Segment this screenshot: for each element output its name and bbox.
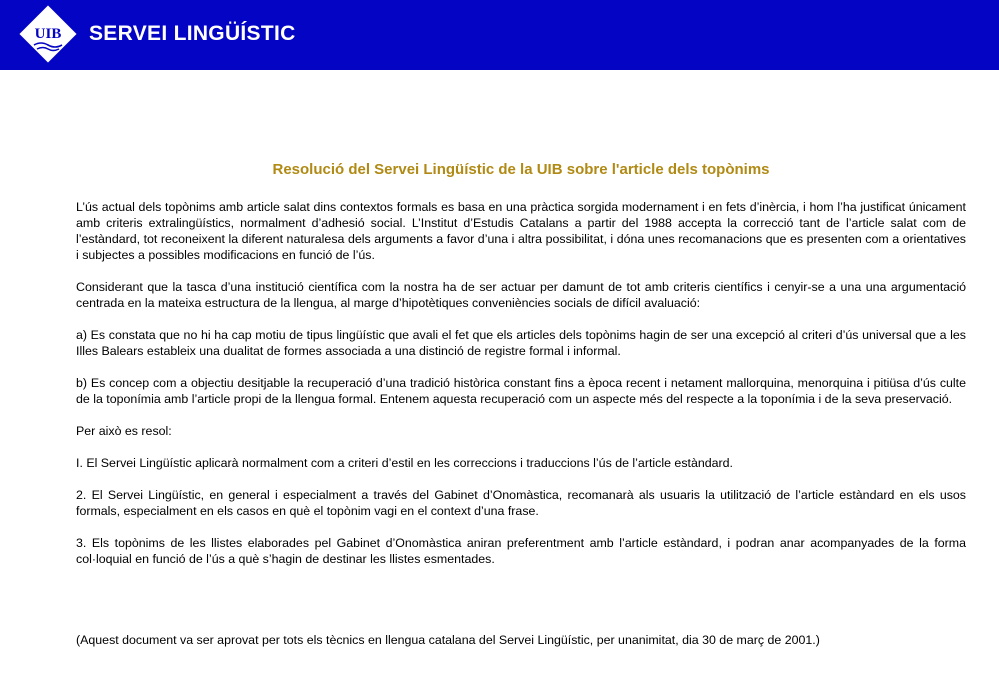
paragraph-resolution-3: 3. Els topònims de les llistes elaborades pel Gabinet d’Onomàstica aniran preferentment amb l’article estàndard, i podran anar acompanyades de la forma col·loquial en funció de l’ús a què s’hagin de destinar les llistes esmentades.	[76, 536, 966, 566]
paragraph-resol: Per això es resol:	[76, 424, 172, 438]
uib-logo-text: UIB	[34, 26, 62, 42]
uib-logo[interactable]	[17, 3, 79, 65]
paragraph-intro: L’ús actual dels topònims amb article salat dins contextos formals es basa en una pràctica sorgida modernament i en fets d’inèrcia, i hom l’ha justificat únicament amb criteris extralingüístics, normalment d’adhesió social. L’Institut d’Estudis Catalans a partir del 1988 accepta la correcció tant de l’article salat com de l’estàndard, tot reconeixent la diferent naturalesa dels arguments a favor d’una i altra possibilitat, i dóna unes recomanacions que es presenten com a orientatives i subjectes a possibles modificacions en funció de l’ús.	[76, 200, 966, 262]
paragraph-considerant: Considerant que la tasca d’una institució científica com la nostra ha de ser actuar per damunt de tot amb criteris científics i cenyir-se a una una argumentació centrada en la mateixa estructura de la llengua, al marge d’hipotètiques conveniències socials de difícil avaluació:	[76, 280, 966, 310]
paragraph-resolution-1: I. El Servei Lingüístic aplicarà normalment com a criteri d’estil en les correccions i traduccions l’ús de l’article estàndard.	[76, 456, 733, 470]
site-header	[0, 0, 999, 70]
paragraph-point-a: a) Es constata que no hi ha cap motiu de tipus lingüístic que avali el fet que els articles dels topònims hagin de ser una excepció al criteri d’ús universal que a les Illes Balears estableix una dualitat de formes associada a una distinció de registre formal i informal.	[76, 328, 966, 358]
paragraph-resolution-2: 2. El Servei Lingüístic, en general i especialment a través del Gabinet d’Onomàstica, recomanarà als usuaris la utilització de l’article estàndard en els usos formals, especialment en els casos en què el topònim vagi en el context d’una frase.	[76, 488, 966, 518]
paragraph-point-b: b) Es concep com a objectiu desitjable la recuperació d’una tradició històrica constant fins a època recent i netament mallorquina, menorquina i pitiüsa d’ús culte de la toponímia amb l’article propi de la llengua formal. Entenem aquesta recuperació com un aspecte més del respecte a la toponímia i de la seva preservació.	[76, 376, 966, 406]
document-title: Resolució del Servei Lingüístic de la UIB sobre l'article dels topònims	[272, 161, 770, 178]
document-body	[76, 160, 966, 583]
approval-note: (Aquest document va ser aprovat per tots els tècnics en llengua catalana del Servei Lingüístic, per unanimitat, dia 30 de març de 2001.)	[76, 633, 820, 647]
site-brand[interactable]: SERVEI LINGÜÍSTIC	[89, 22, 296, 45]
